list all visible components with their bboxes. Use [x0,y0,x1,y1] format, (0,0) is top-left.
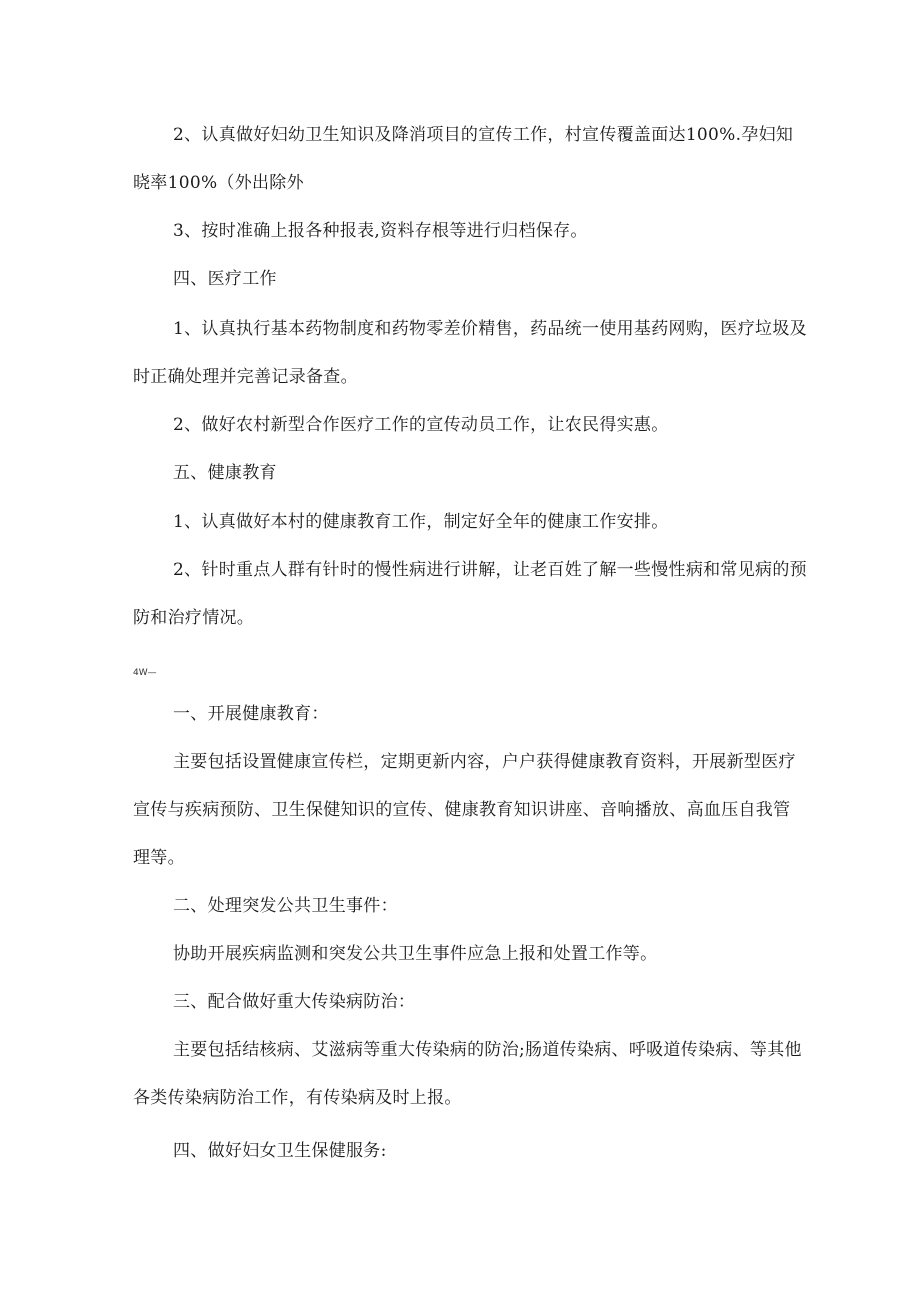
paragraph-line: 时正确处理并完善记录备查。 [133,367,358,387]
paragraph-line: 1、认真执行基本药物制度和药物零差价精售，药品统一使用基药网购，医疗垃圾及 [173,319,807,339]
section-heading: 四、医疗工作 [173,269,277,289]
paragraph-line: 理等。 [133,848,185,868]
paragraph-line: 晓率100%（外出除外 [133,173,304,193]
paragraph-line: 协助开展疾病监测和突发公共卫生事件应急上报和处置工作等。 [173,944,658,964]
paragraph-line: 主要包括结核病、艾滋病等重大传染病的防治;肠道传染病、呼吸道传染病、等其他 [173,1040,802,1060]
paragraph-line: 防和治疗情况。 [133,608,255,628]
page-marker: 4W— [133,668,157,678]
section-heading: 四、做好妇女卫生保健服务: [173,1141,387,1161]
section-heading: 三、配合做好重大传染病防治： [173,992,416,1012]
section-heading: 二、处理突发公共卫生事件： [173,896,398,916]
section-heading: 一、开展健康教育： [173,704,329,724]
paragraph-line: 宣传与疾病预防、卫生保健知识的宣传、健康教育知识讲座、音响播放、高血压自我管 [133,800,791,820]
section-heading: 五、健康教育 [173,463,277,483]
paragraph-line: 1、认真做好本村的健康教育工作，制定好全年的健康工作安排。 [173,512,669,532]
paragraph-line: 2、针时重点人群有针时的慢性病进行讲解，让老百姓了解一些慢性病和常见病的预 [173,560,807,580]
paragraph-line: 主要包括设置健康宣传栏，定期更新内容，户户获得健康教育资料，开展新型医疗 [173,752,796,772]
paragraph-line: 2、做好农村新型合作医疗工作的宣传动员工作，让农民得实惠。 [173,415,669,435]
paragraph-line: 各类传染病防治工作，有传染病及时上报。 [133,1088,462,1108]
paragraph-line: 2、认真做好妇幼卫生知识及降消项目的宣传工作，村宣传覆盖面达100%.孕妇知 [173,125,794,145]
paragraph-line: 3、按时准确上报各种报表,资料存根等进行归档保存。 [173,221,588,241]
